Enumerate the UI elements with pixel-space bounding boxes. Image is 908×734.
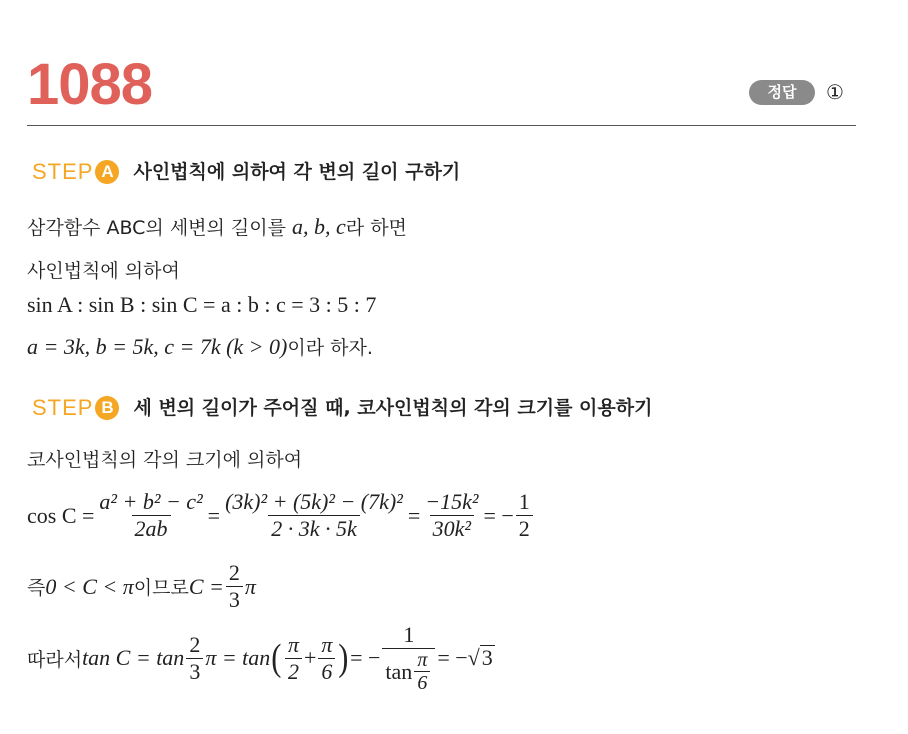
tan-fraction-b-numerator: π [321, 631, 333, 657]
step-a-heading [32, 157, 460, 187]
fraction-5-numerator: 2 [228, 560, 240, 585]
angle-statement [27, 560, 256, 613]
step-a-side-lengths: a = 3k, b = 5k, c = 7k (k > 0) [27, 334, 288, 359]
step-b-heading [32, 393, 652, 423]
angle-prefix: 즉 [27, 577, 46, 599]
tan-c-inner-denominator: 6 [414, 671, 430, 694]
angle-lhs: C = [188, 573, 224, 599]
tan-mid: π = tan [205, 645, 271, 670]
angle-pi: π [244, 573, 256, 599]
left-paren: ( [271, 637, 282, 679]
step-a-line-1-suffix: 라 하면 [345, 217, 407, 239]
step-b-badge: B [95, 396, 119, 420]
tan-lhs: tan C = tan [82, 645, 185, 670]
tan-fraction-b-denominator: 6 [318, 658, 335, 685]
tan-fraction-a-denominator: 2 [285, 658, 302, 685]
fraction-2 [222, 489, 406, 542]
fraction-1 [96, 489, 205, 542]
fraction-2-numerator: (3k)² + (5k)² − (7k)² [225, 489, 403, 514]
tan-c-inner-fraction [414, 649, 430, 694]
fraction-4-numerator: 1 [518, 489, 530, 514]
plus-sign: + [303, 645, 317, 670]
cosine-equation [27, 489, 535, 542]
step-a-sine-ratio: sin A : sin B : sin C = a : b : c = 3 : 5 : 7 [27, 292, 377, 317]
step-a-line-1 [27, 212, 407, 243]
step-b-title: 세 변의 길이가 주어질 때, 코사인법칙의 각의 크기를 이용하기 [133, 397, 653, 419]
answer-label-badge: 정답 [749, 80, 815, 105]
angle-mid: 이므로 [133, 577, 189, 599]
tan-fraction-1 [186, 632, 203, 685]
header-divider [27, 125, 856, 126]
step-a-word: STEP [32, 159, 94, 184]
tangent-equation [27, 622, 495, 694]
equals-sign: = [207, 502, 221, 528]
sqrt-expression [468, 645, 495, 671]
fraction-1-numerator: a² + b² − c² [99, 489, 203, 514]
step-a-badge: A [95, 160, 119, 184]
step-b-line-1: 코사인법칙의 각의 크기에 의하여 [27, 449, 303, 471]
fraction-3-denominator: 30k² [430, 515, 474, 542]
tan-fraction-a-numerator: π [287, 631, 299, 657]
step-b-word: STEP [32, 395, 94, 420]
problem-number: 1088 [27, 52, 153, 117]
fraction-4 [516, 489, 533, 542]
tan-fraction-c-denominator [382, 648, 435, 694]
equals-sign: = [407, 502, 421, 528]
right-paren: ) [338, 637, 349, 679]
tan-fraction-c-numerator: 1 [403, 622, 415, 647]
fraction-3 [422, 489, 481, 542]
cos-lhs: cos C = [27, 502, 95, 528]
answer-value: ① [826, 80, 844, 104]
step-a-line-1-vars: a, b, c [292, 214, 346, 239]
fraction-3-numerator: −15k² [425, 489, 479, 514]
result-sign: = − [483, 502, 514, 528]
fraction-2-denominator: 2 · 3k · 5k [268, 515, 360, 542]
fraction-1-denominator: 2ab [132, 515, 171, 542]
step-a-line-4-suffix: 이라 하자. [287, 337, 373, 359]
step-a-title: 사인법칙에 의하여 각 변의 길이 구하기 [133, 161, 461, 183]
step-a-line-2: 사인법칙에 의하여 [27, 260, 180, 282]
radical-sign: √ [467, 645, 480, 670]
tan-fraction-a [285, 632, 302, 685]
fraction-5 [226, 560, 243, 613]
step-a-line-4 [27, 332, 373, 363]
final-eq-minus: = − [437, 645, 468, 670]
tan-c-den-prefix: tan [385, 658, 413, 684]
sqrt-argument: 3 [481, 645, 493, 670]
angle-inequality: 0 < C < π [45, 573, 134, 599]
tan-fraction-1-numerator: 2 [189, 631, 201, 657]
tan-fraction-c [382, 622, 435, 694]
tan-eq-minus: = − [350, 645, 381, 670]
fraction-5-denominator: 3 [226, 586, 243, 613]
tan-prefix: 따라서 [27, 648, 83, 671]
step-a-line-1-prefix: 삼각함수 ABC의 세변의 길이를 [27, 217, 293, 239]
tan-c-inner-numerator: π [417, 649, 428, 671]
tan-fraction-1-denominator: 3 [186, 658, 203, 685]
fraction-4-denominator: 2 [516, 515, 533, 542]
tan-fraction-b [318, 632, 335, 685]
